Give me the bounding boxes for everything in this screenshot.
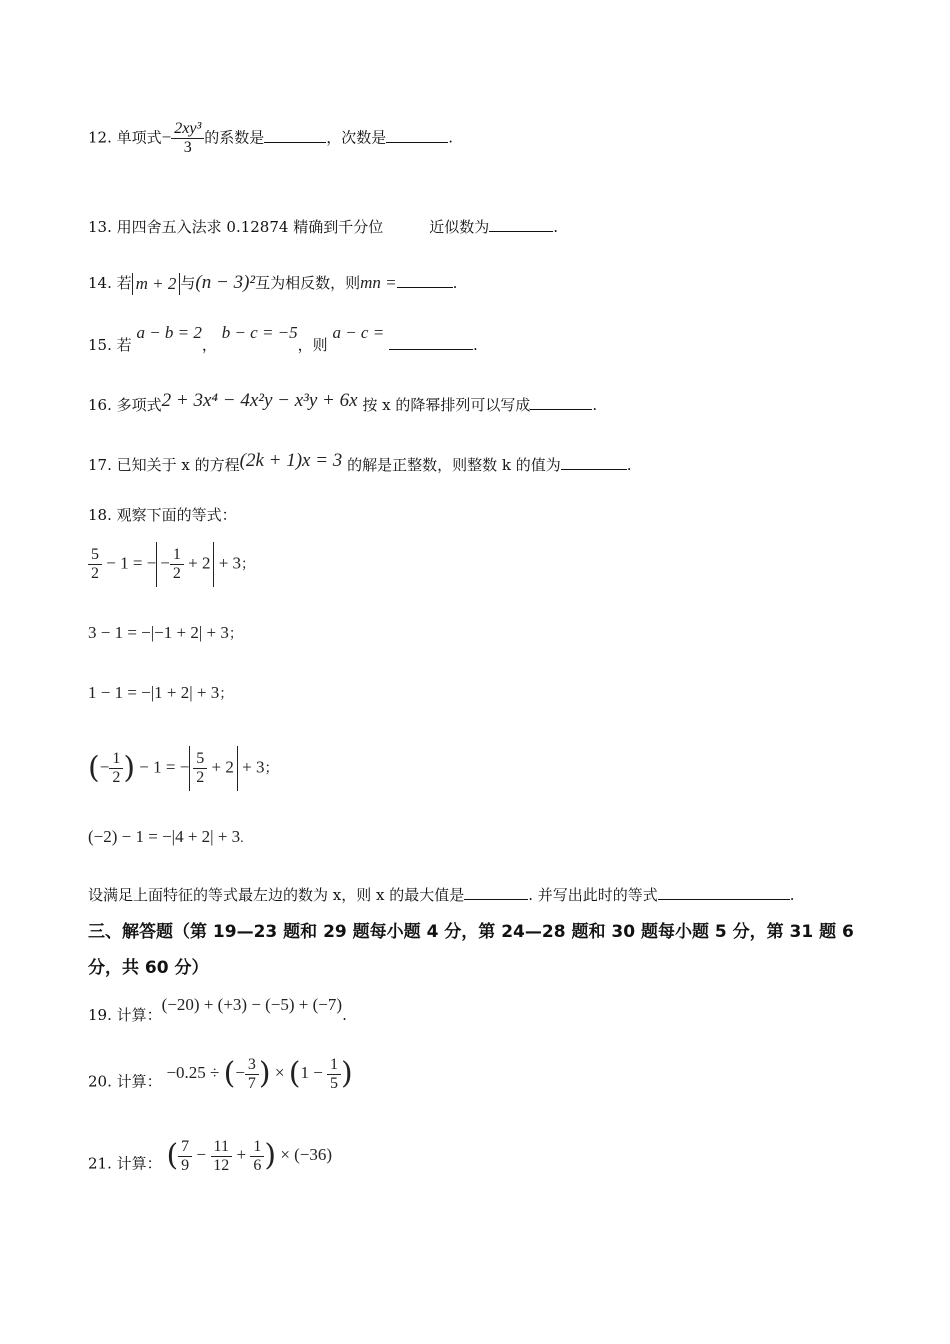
answer-blank[interactable] bbox=[464, 885, 528, 900]
equation-row-1: $\frac{5}{2}$ − 1 = − − $\frac{1}{2}$ + 2 + 3； bbox=[88, 542, 255, 587]
equation: (2k + 1)x = 3 bbox=[239, 450, 343, 471]
fraction-denominator: 3 bbox=[183, 139, 192, 156]
question-text: 多项式 bbox=[116, 396, 162, 414]
question-12 bbox=[88, 120, 453, 157]
question-text: 按 x 的降幂排列可以写成 bbox=[362, 396, 531, 414]
punctuation: ， bbox=[201, 336, 217, 354]
equation: 3 − 1 = −|−1 + 2| + 3 bbox=[88, 623, 229, 642]
question-text: 已知关于 x 的方程 bbox=[116, 456, 240, 474]
question-18-closing bbox=[88, 884, 795, 906]
punctuation: ； bbox=[241, 557, 256, 573]
question-number: 19. bbox=[88, 1006, 112, 1024]
question-text: . 并写出此时的等式 bbox=[528, 886, 658, 904]
answer-blank[interactable] bbox=[264, 128, 326, 143]
answer-blank[interactable] bbox=[561, 455, 627, 470]
minus-sign: − bbox=[161, 127, 172, 147]
punctuation: . bbox=[626, 456, 632, 474]
answer-blank[interactable] bbox=[530, 395, 592, 410]
math-expression: −0.25 ÷ bbox=[166, 1063, 220, 1083]
math-expression: mn = bbox=[360, 273, 397, 292]
question-20: 20. 计算： −0.25 ÷ (− $\frac{3}{7}$ ) × (1 − $\frac{1}{5}$ ) bbox=[88, 1056, 353, 1092]
answer-blank[interactable] bbox=[397, 273, 453, 288]
question-text: ，则 bbox=[297, 336, 328, 354]
equation: 1 − 1 = −|1 + 2| + 3 bbox=[88, 683, 220, 702]
section-3-heading: 三、解答题（第 19—23 题和 29 题每小题 4 分，第 24—28 题和 30 题每小题 5 分，第 31 题 6 分，共 60 分） bbox=[88, 922, 854, 978]
question-text: 观察下面的等式： bbox=[116, 506, 237, 524]
question-16 bbox=[88, 390, 598, 416]
question-number: 13. bbox=[88, 218, 112, 236]
punctuation: . bbox=[452, 274, 458, 292]
fraction-numerator: 2xy³ bbox=[171, 120, 204, 139]
question-text: ，次数是 bbox=[326, 128, 387, 147]
equation: (−2) − 1 = −|4 + 2| + 3 bbox=[88, 827, 241, 846]
math-expression: a − b = 2 bbox=[136, 323, 202, 342]
question-text: 单项式 bbox=[116, 128, 162, 147]
punctuation: . bbox=[448, 128, 454, 147]
monomial-fraction bbox=[171, 120, 204, 157]
question-number: 12. bbox=[88, 128, 112, 147]
punctuation: . bbox=[553, 218, 559, 236]
question-17 bbox=[88, 450, 632, 476]
absolute-value-expression: m + 2 bbox=[132, 273, 181, 295]
question-number: 16. bbox=[88, 396, 112, 414]
answer-blank[interactable] bbox=[489, 217, 553, 232]
question-text: 若 bbox=[116, 274, 132, 292]
punctuation: . bbox=[592, 396, 598, 414]
question-text: 计算： bbox=[116, 1154, 162, 1173]
question-text: 的系数是 bbox=[204, 128, 265, 147]
question-text: 与 bbox=[180, 274, 196, 292]
math-expression: (−20) + (+3) − (−5) + (−7) bbox=[161, 995, 343, 1014]
answer-blank[interactable] bbox=[386, 128, 448, 143]
math-expression: b − c = −5 bbox=[221, 323, 298, 342]
punctuation: . bbox=[342, 1006, 347, 1024]
math-expression: × bbox=[274, 1063, 285, 1083]
equation-row-3: 1 − 1 = −|1 + 2| + 3； bbox=[88, 683, 234, 702]
polynomial-expression: 2 + 3x⁴ − 4x²y − x³y + 6x bbox=[161, 390, 358, 411]
question-text: 的解是正整数，则整数 k 的值为 bbox=[347, 456, 561, 474]
question-number: 14. bbox=[88, 274, 112, 292]
question-text: 用四舍五入法求 0.12874 精确到千分位 bbox=[116, 218, 384, 236]
question-number: 20. bbox=[88, 1072, 112, 1091]
question-number: 18. bbox=[88, 506, 112, 524]
question-text: 计算： bbox=[116, 1072, 162, 1091]
math-expression: a − c = bbox=[332, 323, 385, 342]
question-19 bbox=[88, 995, 347, 1026]
punctuation: . bbox=[472, 336, 478, 354]
math-expression: × (−36) bbox=[280, 1145, 333, 1165]
math-expression: (n − 3)² bbox=[195, 272, 256, 293]
question-number: 15. bbox=[88, 336, 112, 354]
question-text: 计算： bbox=[116, 1006, 162, 1024]
question-text: 设满足上面特征的等式最左边的数为 x，则 x 的最大值是 bbox=[88, 886, 465, 904]
question-text: 互为相反数，则 bbox=[255, 274, 361, 292]
question-21: 21. 计算： ( $\frac{7}{9}$ − $\frac{11}{12}$ + $\frac{1}{6}$ ) × (−36) bbox=[88, 1138, 333, 1174]
question-number: 21. bbox=[88, 1154, 112, 1173]
answer-blank[interactable] bbox=[658, 885, 790, 900]
equation-row-4: (− $\frac{1}{2}$ ) − 1 = − $\frac{5}{2}$ + 2 + 3； bbox=[88, 746, 278, 791]
question-15 bbox=[88, 323, 478, 356]
answer-blank[interactable] bbox=[389, 335, 473, 350]
equation-row-2: 3 − 1 = −|−1 + 2| + 3； bbox=[88, 623, 243, 642]
question-14 bbox=[88, 272, 457, 295]
question-text: 近似数为 bbox=[429, 218, 490, 236]
question-13 bbox=[88, 216, 558, 238]
question-number: 17. bbox=[88, 456, 112, 474]
punctuation: . bbox=[789, 886, 795, 904]
question-text: 若 bbox=[116, 336, 132, 354]
question-18-intro bbox=[88, 504, 237, 526]
equation-row-5: (−2) − 1 = −|4 + 2| + 3. bbox=[88, 827, 244, 846]
